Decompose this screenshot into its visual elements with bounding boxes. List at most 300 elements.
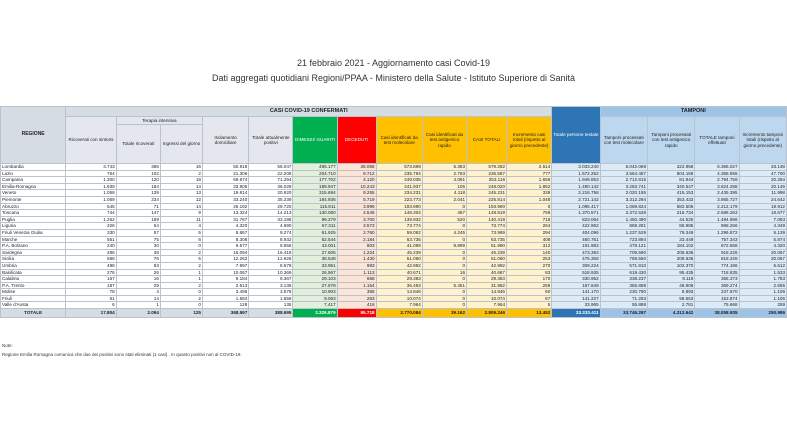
data-cell: 668 [337,276,376,283]
col-header-tamponi-antigenico: Tamponi processati con test antigenico rapido [648,117,695,164]
group-header-terapia: Terapia intensiva [116,117,202,125]
data-cell: 8.867 [202,229,248,236]
data-cell: 42.992 [376,262,422,269]
data-cell: 75.668 [695,302,739,309]
region-name-cell: P.A. Trento [1,282,66,289]
region-header: REGIONE [1,107,66,164]
data-cell: 22.208 [249,170,293,177]
data-cell: 5.139 [739,229,786,236]
data-cell: 1.948.853 [552,177,600,184]
data-cell: 2 [160,295,202,302]
data-cell: 3.573 [337,223,376,230]
data-cell: 4.245 [422,229,466,236]
data-cell: 2.020.155 [600,190,647,197]
data-cell: 0 [422,256,466,263]
data-cell: 187.649 [552,282,600,289]
data-cell: 259 [739,302,786,309]
data-cell: 14 [116,295,160,302]
data-cell: 148.304 [376,210,422,217]
data-cell: 1 [160,269,202,276]
data-cell: 14.846 [467,289,507,296]
data-cell: 38 [116,249,160,256]
data-cell: 51.060 [376,256,422,263]
data-cell: 1.059 [66,196,117,203]
data-cell: 33.449 [648,236,695,243]
data-cell: 0 [422,203,466,210]
data-cell: 478.121 [600,243,647,250]
region-name-cell: Friuli Venezia Giulia [1,229,66,236]
data-cell: 215.734 [648,210,695,217]
data-cell: 7.997 [202,262,248,269]
region-name-cell: Liguria [1,223,66,230]
data-cell: 8.893 [648,289,695,296]
data-cell: 1.450.490 [600,216,647,223]
data-cell: 869.281 [600,223,647,230]
region-name-cell: Toscana [1,210,66,217]
data-cell: 1.584 [202,295,248,302]
data-cell: 9.367 [249,276,293,283]
data-cell: 63.735 [467,236,507,243]
data-cell: 4.320 [202,223,248,230]
data-cell: 460.761 [552,236,600,243]
data-cell: 365.373 [695,276,739,283]
total-cell: 39.162 [422,309,466,318]
section-header-tamponi: TAMPONI [600,107,786,117]
data-cell: 9.255 [337,190,376,197]
data-cell: 26 [116,269,160,276]
data-cell: 14 [160,183,202,190]
data-cell: 236.587 [467,170,507,177]
data-cell: 193.990 [467,203,507,210]
data-cell: 6 [66,302,117,309]
region-name-cell: Valle d'Aosta [1,302,66,309]
data-cell: 253 [507,256,552,263]
data-cell: 51.990 [467,243,507,250]
data-cell: 1.783 [739,276,786,283]
data-cell: 234.231 [376,190,422,197]
data-cell: 130.060 [293,210,337,217]
data-cell: 1.533 [739,269,786,276]
data-cell: 7.964 [376,302,422,309]
data-cell: 240 [66,243,117,250]
data-cell: 1.370.571 [552,210,600,217]
data-cell: 21.306 [202,170,248,177]
data-cell: 404.096 [552,229,600,236]
data-cell: 10.067 [202,269,248,276]
data-cell: 2.655 [739,282,786,289]
data-cell: 769.550 [600,256,647,263]
region-name-cell: Basilicata [1,269,66,276]
data-cell: 338.237 [600,276,647,283]
data-cell: 20.067 [739,256,786,263]
data-cell: 5.383 [422,164,466,171]
data-cell: 45.239 [376,249,422,256]
data-cell: 1.224 [337,249,376,256]
data-cell: 73.969 [467,229,507,236]
data-cell: 0 [160,302,202,309]
section-header-casi: CASI COVID-19 CONFERMATI [66,107,552,117]
data-cell: 40.671 [376,269,422,276]
data-cell: 139.932 [376,216,422,223]
data-cell: 1.106 [739,295,786,302]
data-cell: 1 [160,276,202,283]
total-cell: 13.452 [507,309,552,318]
data-cell: 184 [116,183,160,190]
data-cell: 294 [507,229,552,236]
total-cell: 250.986 [739,309,786,318]
data-cell: 4.546 [337,210,376,217]
data-cell: 2 [160,249,202,256]
data-cell: 187 [66,282,117,289]
data-cell: 1.058 [66,190,117,197]
data-cell: 170 [507,276,552,283]
data-cell: 128 [202,302,248,309]
data-cell: 50.918 [202,164,248,171]
data-cell: 2.041 [422,196,466,203]
data-cell: 33.198 [249,216,293,223]
data-cell: 467 [422,210,466,217]
data-cell: 223.773 [376,196,422,203]
data-cell: 709.590 [600,249,647,256]
table-row [1,236,787,243]
region-name-cell: Lombardia [1,164,66,171]
data-cell: 777 [507,170,552,177]
data-cell: 71.294 [249,177,293,184]
data-cell: 58.653 [648,295,695,302]
region-name-cell: P.A. Bolzano [1,243,66,250]
data-cell: 744 [66,210,117,217]
data-cell: 43.001 [293,243,337,250]
data-cell: 7.964 [467,302,507,309]
data-cell: 4.081 [422,177,466,184]
data-cell: 10.243 [337,183,376,190]
data-cell: 573.899 [376,164,422,171]
data-cell: 4.320 [739,243,786,250]
data-cell: 1.659 [249,295,293,302]
data-cell: 106 [422,183,466,190]
data-cell: 264 [507,223,552,230]
data-cell: 571.810 [600,262,647,269]
total-cell: 2.094 [116,309,160,318]
data-cell: 4.118 [422,190,466,197]
data-cell: 6 [160,236,202,243]
data-cell: 4.120 [337,177,376,184]
region-name-cell: Sardegna [1,249,66,256]
data-cell: 263 [337,295,376,302]
data-cell: 1.106 [739,289,786,296]
data-cell: 803 [337,243,376,250]
table-row [1,216,787,223]
data-cell: 1.494.986 [695,216,739,223]
data-cell: 9 [160,210,202,217]
data-cell: 3.865.727 [695,196,739,203]
table-row [1,289,787,296]
data-cell: 73.774 [376,223,422,230]
table-row [1,196,787,203]
data-cell: 5 [160,256,202,263]
data-cell: 1.939 [66,183,117,190]
data-cell: 764 [66,170,117,177]
data-cell: 1.048 [507,196,552,203]
data-cell: 5.719 [337,196,376,203]
data-cell: 408 [507,236,552,243]
data-cell: 330.952 [552,276,600,283]
table-row [1,177,787,184]
data-cell: 245.231 [467,190,507,197]
data-cell: 2 [160,282,202,289]
data-cell: 1.113 [337,269,376,276]
data-cell: 29.383 [467,276,507,283]
table-row [1,282,787,289]
data-cell: 27.679 [293,282,337,289]
data-cell: 276 [66,269,117,276]
data-cell: 983 [337,262,376,269]
data-cell: 672.568 [695,243,739,250]
data-cell: 12.262 [202,256,248,263]
region-name-cell: Emilia-Romagna [1,183,66,190]
data-cell: 3.312.294 [600,196,647,203]
data-cell: 167 [66,276,117,283]
data-cell: 69.874 [202,177,248,184]
table-row [1,249,787,256]
data-cell: 191.983 [552,243,600,250]
table-row [1,276,787,283]
data-cell: 326 [66,223,117,230]
data-cell: 330 [66,229,117,236]
data-cell: 2.588.263 [695,210,739,217]
data-cell: 1.490.142 [552,183,600,190]
col-header-tamponi-molecolare: Tamponi processati con test molecolare [600,117,647,164]
table-row [1,223,787,230]
table-row [1,170,787,177]
data-cell: 140 [507,249,552,256]
data-cell: 20.920 [249,190,293,197]
region-name-cell: Abruzzo [1,203,66,210]
data-cell: 33.951 [293,262,337,269]
data-cell: 13.324 [202,210,248,217]
data-cell: 148.819 [467,210,507,217]
col-header-deceduti: DECEDUTI [337,117,376,164]
data-cell: 61.925 [293,229,337,236]
data-cell: 208.636 [648,256,695,263]
data-cell: 28.058 [337,164,376,171]
data-cell: 3.564.487 [600,170,647,177]
data-cell: 2.712.815 [600,177,647,184]
data-cell: 0 [422,249,466,256]
region-name-cell: Veneto [1,190,66,197]
total-label: TOTALE [1,309,66,318]
data-cell: 248.020 [467,183,507,190]
data-cell: 498 [66,262,117,269]
data-cell: 4 [116,289,160,296]
data-cell: 63.735 [376,236,422,243]
data-cell: 141.170 [552,289,600,296]
data-cell: 36.493 [376,282,422,289]
data-cell: 16.418 [249,249,293,256]
data-cell: 10.074 [467,295,507,302]
data-cell: 41.099 [376,243,422,250]
data-cell: 545 [66,203,117,210]
data-cell: 55.888 [600,302,647,309]
report-title: 21 febbraio 2021 - Aggiornamento casi Covid-19 [296,58,491,68]
data-cell: 20.067 [739,249,786,256]
table-row [1,269,787,276]
data-cell: 0 [422,289,466,296]
data-cell: 0 [160,243,202,250]
data-cell: 235.794 [376,170,422,177]
data-cell: 76 [116,256,160,263]
data-cell: 102 [116,170,160,177]
col-header-incremento-casi: Incremento casi totali (rispetto al giorno precedente) [507,117,552,164]
col-header-totale-ricoverati: Totale ricoverati [116,125,160,164]
region-name-cell: Calabria [1,276,66,283]
data-cell: 718 [507,216,552,223]
data-cell: 225.814 [467,196,507,203]
data-cell: 422.962 [552,223,600,230]
data-cell: 47.700 [739,170,786,177]
data-cell: 81.944 [648,177,695,184]
region-name-cell: Molise [1,289,66,296]
data-cell: 2 [160,170,202,177]
data-cell: 723.894 [600,236,647,243]
data-cell: 1.300 [66,177,117,184]
data-cell: 19.912 [739,203,786,210]
data-cell: 35.239 [249,196,293,203]
data-cell: 31.767 [202,216,248,223]
data-cell: 1.852 [507,183,552,190]
data-cell: 16.094 [202,249,248,256]
data-cell: 0 [422,223,466,230]
data-cell: 4.368.655 [695,170,739,177]
data-cell: 40.687 [467,269,507,276]
data-cell: 416 [337,302,376,309]
total-cell: 4.312.642 [648,309,695,318]
data-cell: 2.372.528 [600,210,647,217]
data-cell: 19.814 [202,190,248,197]
table-row [1,243,787,250]
region-name-cell: Campania [1,177,66,184]
data-cell: 14.213 [249,210,293,217]
data-cell: 26.192 [202,203,248,210]
data-cell: 259 [507,282,552,289]
total-cell: 38.058.935 [695,309,739,318]
data-cell: 115.811 [293,203,337,210]
data-cell: 758 [507,210,552,217]
data-cell: 2.760 [337,229,376,236]
col-header-persone-testate: Totale persone testate [552,107,600,164]
data-cell: 85.985 [648,223,695,230]
data-cell: 189.947 [293,183,337,190]
region-name-cell: Sicilia [1,256,66,263]
total-cell: 17.804 [66,309,117,318]
region-name-cell: Friuli [1,295,66,302]
data-cell: 9.184 [202,276,248,283]
data-cell: 551 [66,236,117,243]
data-cell: 340.547 [648,183,695,190]
data-cell: 234 [116,196,160,203]
data-cell: 169 [116,216,160,223]
col-header-ingressi: Ingressi del giorno [160,125,202,164]
data-cell: 365.888 [600,282,647,289]
data-cell: 62.544 [293,236,337,243]
total-cell: 125 [160,309,202,318]
total-cell: 2.809.246 [467,309,507,318]
data-cell: 286 [66,249,117,256]
data-cell: 968.266 [695,223,739,230]
data-cell: 823.064 [552,216,600,223]
col-header-casi-totali: CASI TOTALI [467,117,507,164]
data-cell: 2.513 [202,282,248,289]
data-cell: 230.780 [600,289,647,296]
data-cell: 42.992 [467,262,507,269]
data-cell: 67 [507,295,552,302]
data-cell: 33.240 [202,196,248,203]
data-cell: 0 [422,262,466,269]
data-cell: 60 [507,289,552,296]
data-cell: 18.677 [739,210,786,217]
data-cell: 5 [507,302,552,309]
data-cell: 14.846 [376,289,422,296]
col-header-incremento-tamponi: Incremento tamponi totali (rispetto al giorno precedente) [739,117,786,164]
data-cell: 95.435 [648,269,695,276]
data-cell: 2.514 [507,164,552,171]
data-cell: 582.505 [648,203,695,210]
region-name-cell: Piemonte [1,196,66,203]
data-cell: 0 [160,289,202,296]
data-cell: 57 [116,229,160,236]
data-cell: 204.710 [293,170,337,177]
data-cell: 253.116 [467,177,507,184]
data-cell: 78 [66,289,117,296]
data-cell: 3.135 [249,282,293,289]
data-cell: 51.060 [467,256,507,263]
data-cell: 45.239 [467,249,507,256]
data-cell: 8.932 [249,236,293,243]
data-cell: 1 [116,302,160,309]
data-cell: 386 [116,164,160,171]
data-cell: 59.062 [376,229,422,236]
data-cell: 9.274 [249,229,293,236]
table-row [1,302,787,309]
data-cell: 79.349 [648,229,695,236]
data-cell: 29 [116,282,160,289]
data-cell: 10.369 [249,269,293,276]
total-cell: 2.326.879 [293,309,337,318]
data-cell: 9.858 [249,243,293,250]
data-cell: 102.370 [648,262,695,269]
data-cell: 1.237.529 [600,229,647,236]
data-cell: 12 [160,196,202,203]
col-header-totale-tamponi: TOTALE tamponi effettuati [695,117,739,164]
data-cell: 13 [160,190,202,197]
data-cell: 5.874 [739,236,786,243]
data-cell: 473.393 [552,249,600,256]
data-cell: 16 [422,269,466,276]
data-cell: 270 [507,262,552,269]
data-cell: 20.149 [739,183,786,190]
data-cell: 30 [116,243,160,250]
data-cell: 55.047 [249,164,293,171]
data-cell: 718.835 [695,269,739,276]
data-cell: 6.042.069 [600,164,647,171]
data-cell: 177.702 [293,177,337,184]
data-cell: 2.781 [648,302,695,309]
data-cell: 83 [116,262,160,269]
table-row [1,210,787,217]
data-cell: 2.793 [422,170,466,177]
region-name-cell: Marche [1,236,66,243]
data-cell: 83 [507,269,552,276]
